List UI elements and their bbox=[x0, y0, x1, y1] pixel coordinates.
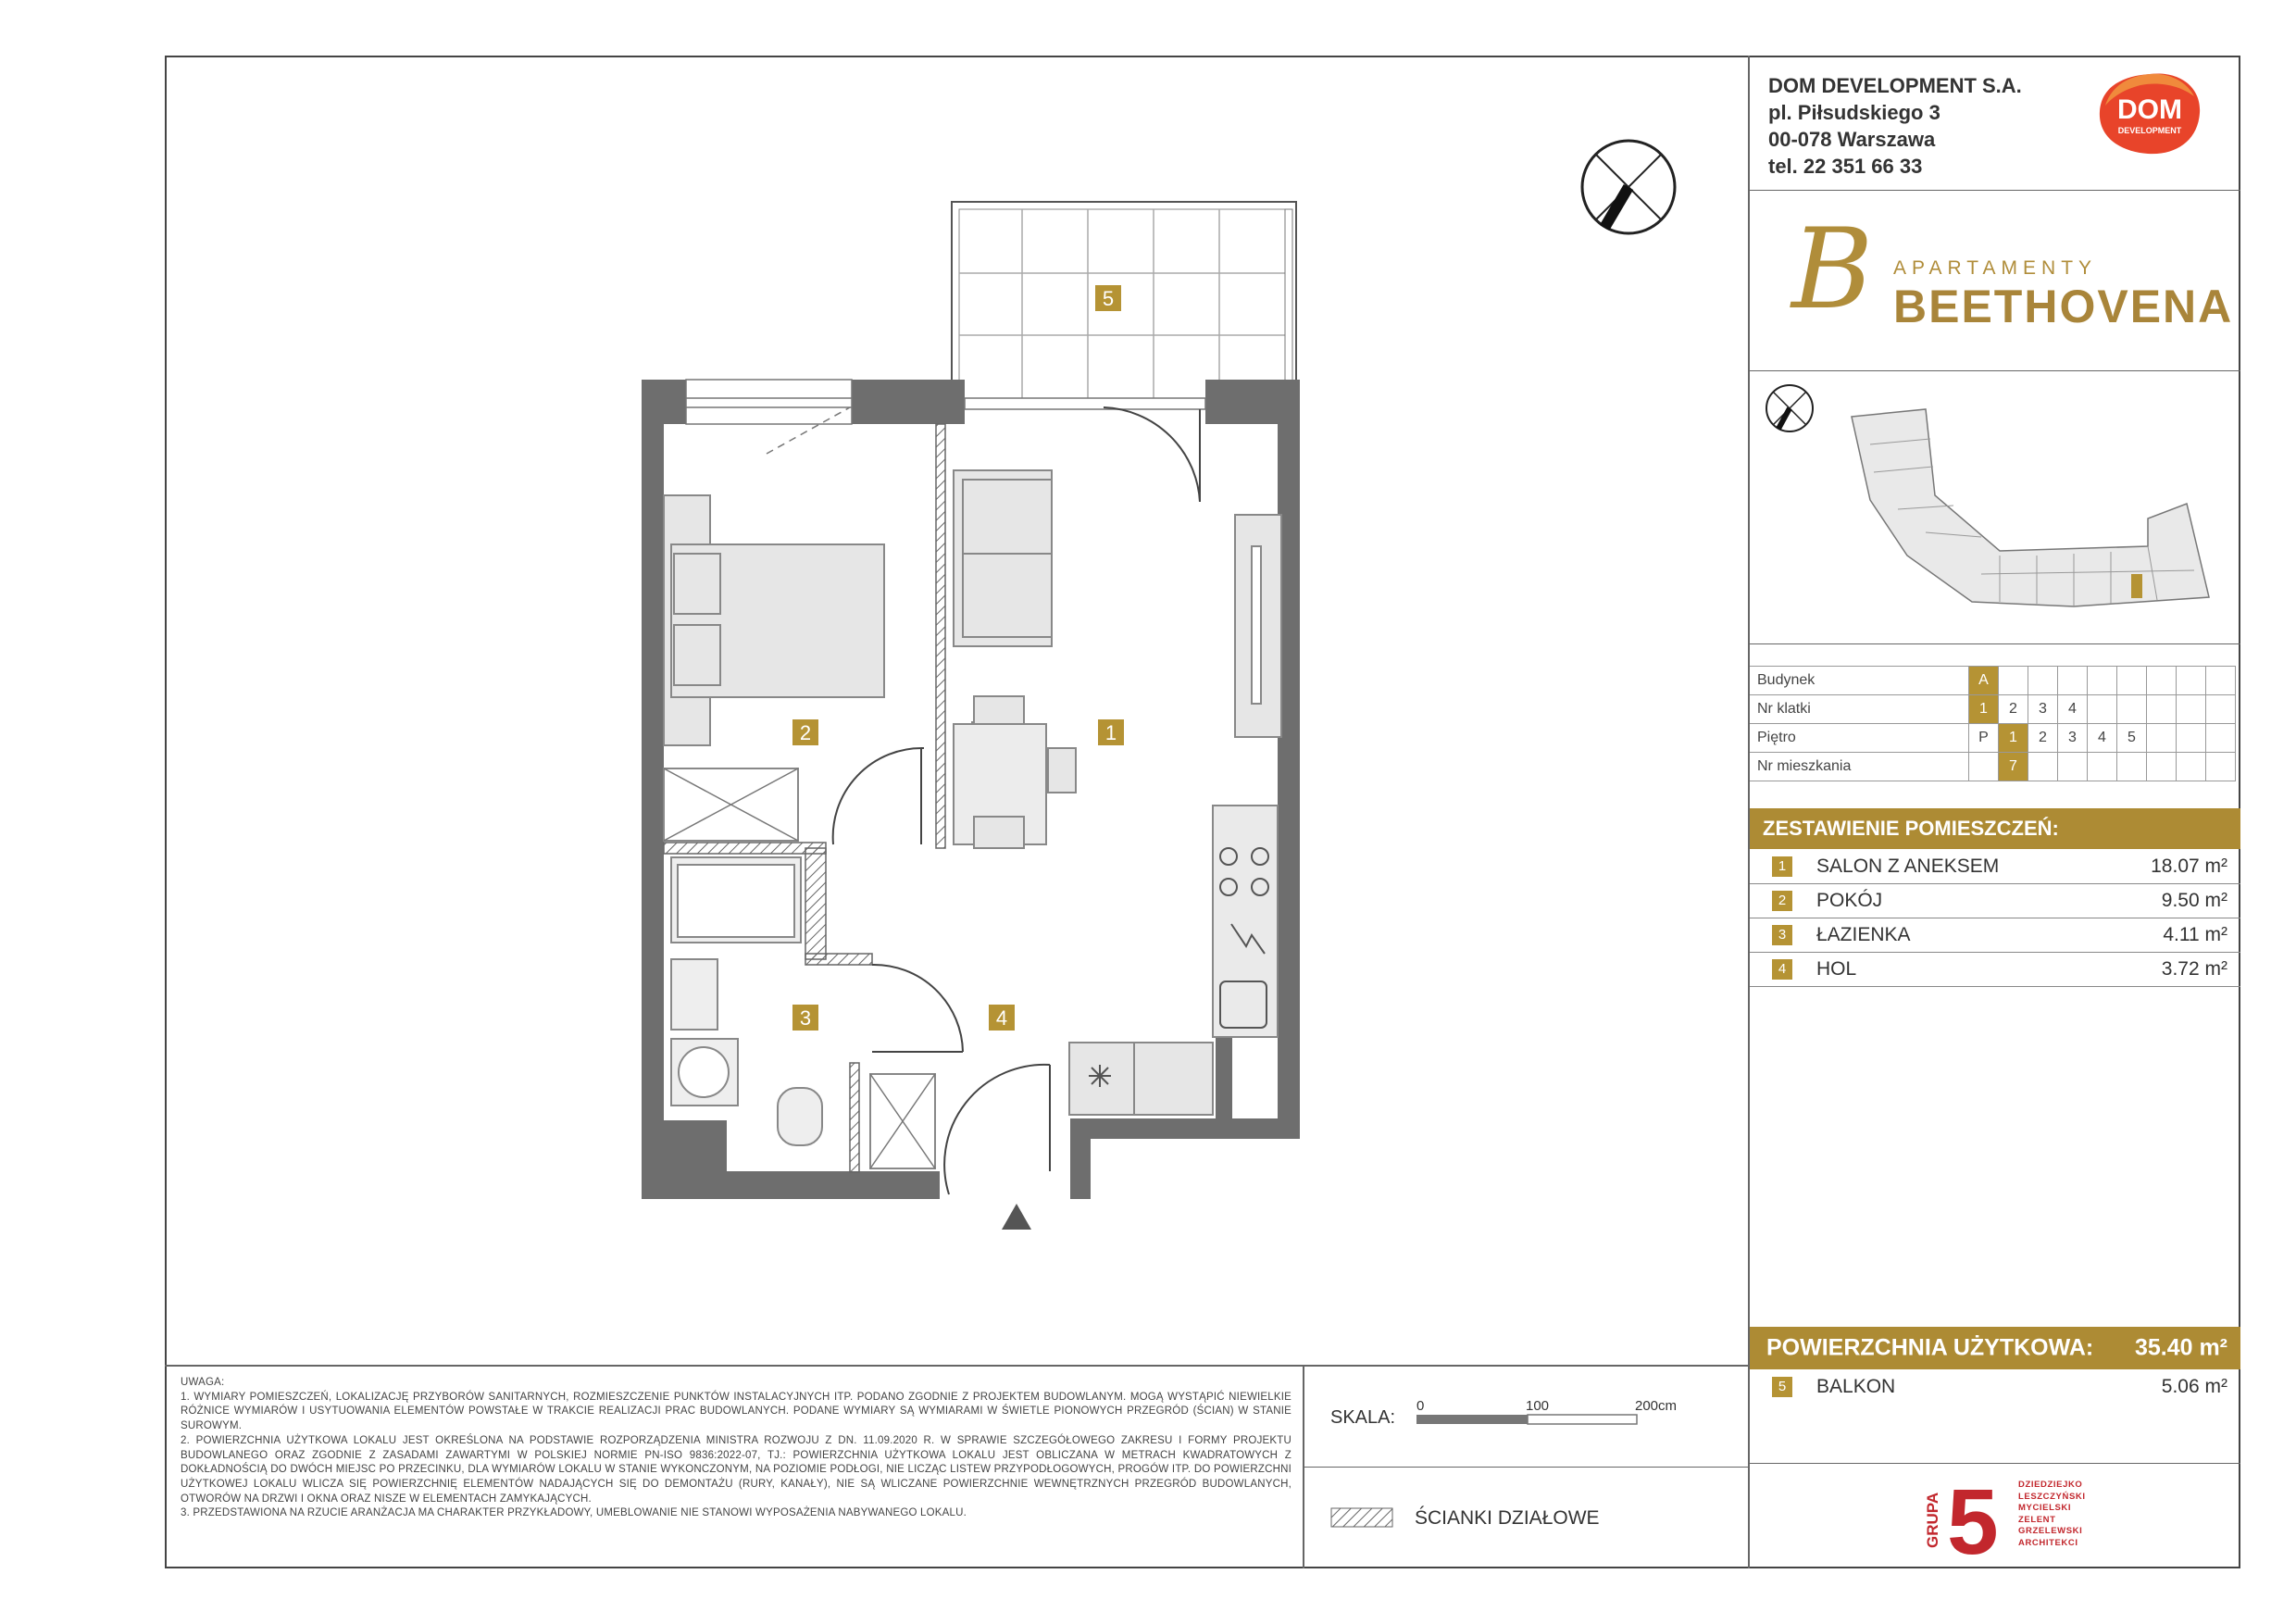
apartment-cell bbox=[2147, 753, 2177, 781]
room-number: 2 bbox=[1772, 891, 1792, 911]
floor-cell: 2 bbox=[2028, 724, 2058, 753]
dom-logo-sub: DEVELOPMENT bbox=[2117, 126, 2182, 135]
room-name: BALKON bbox=[1816, 1376, 1896, 1397]
building-cell bbox=[2177, 667, 2206, 695]
building-cell: A bbox=[1969, 667, 1999, 695]
compass-icon bbox=[1578, 137, 1678, 237]
room-tag bbox=[792, 719, 818, 745]
staircase-cell bbox=[2177, 695, 2206, 724]
notes-title: UWAGA: bbox=[181, 1377, 225, 1388]
apartment-cell bbox=[2028, 753, 2058, 781]
room-name: SALON Z ANEKSEM bbox=[1816, 856, 2000, 877]
staircase-label: Nr klatki bbox=[1750, 695, 1969, 724]
company-address-1: pl. Piłsudskiego 3 bbox=[1768, 101, 1940, 124]
room-row bbox=[1750, 884, 2240, 918]
scale-tick: 200cm bbox=[1635, 1398, 1678, 1414]
panel-line-4 bbox=[1750, 1463, 2240, 1464]
entrance-arrow-icon bbox=[1002, 1204, 1031, 1230]
notes-block bbox=[181, 1376, 1292, 1521]
floor-cell bbox=[2177, 724, 2206, 753]
room-area: 4.11 m² bbox=[2163, 924, 2227, 945]
dom-development-logo bbox=[2094, 69, 2205, 159]
building-label: Budynek bbox=[1750, 667, 1969, 695]
architect-line: DZIEDZIEJKO bbox=[2018, 1480, 2083, 1490]
floor-cell: P bbox=[1969, 724, 1999, 753]
usable-area-value: 35.40 m² bbox=[2134, 1334, 2227, 1361]
room-name: HOL bbox=[1816, 958, 1857, 980]
room-area: 5.06 m² bbox=[2161, 1376, 2227, 1397]
apartment-cell bbox=[2088, 753, 2117, 781]
balcony bbox=[952, 202, 1296, 400]
apartment-row bbox=[1750, 753, 2236, 781]
notes-divider bbox=[165, 1365, 1750, 1367]
room-tag bbox=[1095, 285, 1121, 311]
apartment-marker bbox=[2131, 574, 2142, 598]
building-key-plan bbox=[1842, 407, 2213, 620]
usable-area-band bbox=[1750, 1327, 2240, 1369]
apartment-cell: 7 bbox=[1999, 753, 2028, 781]
room-row bbox=[1750, 953, 2240, 987]
floor-cell: 3 bbox=[2058, 724, 2088, 753]
apartment-cell bbox=[1969, 753, 1999, 781]
mini-compass-icon bbox=[1764, 382, 1816, 434]
apartment-cell bbox=[2206, 753, 2236, 781]
architect-line: GRZELEWSKI bbox=[2018, 1526, 2083, 1536]
staircase-cell: 1 bbox=[1969, 695, 1999, 724]
room-tag bbox=[792, 1005, 818, 1031]
floor-cell: 5 bbox=[2117, 724, 2147, 753]
rooms-header-label: ZESTAWIENIE POMIESZCZEŃ: bbox=[1763, 817, 2059, 840]
staircase-cell: 3 bbox=[2028, 695, 2058, 724]
usable-area-label: POWIERZCHNIA UŻYTKOWA: bbox=[1766, 1334, 2094, 1361]
floor-cell bbox=[2206, 724, 2236, 753]
building-cell bbox=[2147, 667, 2177, 695]
room-number: 5 bbox=[1772, 1377, 1792, 1397]
legend-label: ŚCIANKI DZIAŁOWE bbox=[1415, 1507, 1600, 1529]
room-name: POKÓJ bbox=[1816, 890, 1883, 911]
building-cell bbox=[2028, 667, 2058, 695]
apartment-label: Nr mieszkania bbox=[1750, 753, 1969, 781]
apartment-cell bbox=[2177, 753, 2206, 781]
location-table bbox=[1750, 666, 2236, 781]
grupa-label: GRUPA bbox=[1924, 1492, 1941, 1548]
staircase-cell bbox=[2206, 695, 2236, 724]
building-cell bbox=[2206, 667, 2236, 695]
floor-cell: 1 bbox=[1999, 724, 2028, 753]
brand-title: BEETHOVENA bbox=[1893, 281, 2234, 332]
company-info bbox=[1768, 72, 2022, 180]
room-row bbox=[1750, 918, 2240, 953]
architect-line: ARCHITEKCI bbox=[2018, 1537, 2078, 1548]
staircase-cell: 4 bbox=[2058, 695, 2088, 724]
svg-text:3: 3 bbox=[799, 1006, 812, 1030]
floor-cell bbox=[2147, 724, 2177, 753]
balcony-row bbox=[1750, 1370, 2240, 1404]
apartment-cell bbox=[2058, 753, 2088, 781]
building-row bbox=[1750, 667, 2236, 695]
architect-line: MYCIELSKI bbox=[2018, 1503, 2072, 1513]
room-number: 3 bbox=[1772, 925, 1792, 945]
floor-plan bbox=[630, 185, 1315, 1250]
room-name: ŁAZIENKA bbox=[1816, 924, 1911, 945]
partition-legend-icon bbox=[1330, 1507, 1395, 1530]
grupa5-logo bbox=[1921, 1474, 2014, 1559]
architect-line: ZELENT bbox=[2018, 1514, 2056, 1525]
scale-legend-divider bbox=[1303, 1467, 1750, 1468]
panel-line-2 bbox=[1750, 370, 2240, 371]
room-area: 3.72 m² bbox=[2161, 958, 2227, 980]
staircase-cell: 2 bbox=[1999, 695, 2028, 724]
scale-bar bbox=[1416, 1413, 1639, 1426]
floor-row bbox=[1750, 724, 2236, 753]
note-item: 1. WYMIARY POMIESZCZEŃ, LOKALIZACJĘ PRZYBORÓW SANITARNYCH, ROZMIESZCZENIE PUNKTÓW INSTALACYJNYCH ITP. PODANO ZGODNIE Z PROJEKTEM BUDOWLANYM. MOGĄ WYSTĄPIĆ NIEWIELKIE RÓŻNICE WYMIARÓW I USYTUOWANIA ELEMENTÓW POWSTAŁE W TRAKCIE REALIZACJI PRAC BUDOWLANYCH. PODANE WYMIARY SĄ WYMIARAMI W ŚWIETLE PIONOWYCH PRZEGRÓD (ŚCIAN) W STANIE SUROWYM. bbox=[181, 1391, 1292, 1432]
svg-text:5: 5 bbox=[1102, 287, 1115, 310]
staircase-cell bbox=[2117, 695, 2147, 724]
building-cell bbox=[2058, 667, 2088, 695]
brand-initial: B bbox=[1791, 206, 1874, 334]
building-cell bbox=[2117, 667, 2147, 695]
rooms-header bbox=[1750, 808, 2240, 849]
room-number: 4 bbox=[1772, 959, 1792, 980]
scale-label: SKALA: bbox=[1330, 1407, 1396, 1428]
scale-tick: 100 bbox=[1526, 1398, 1550, 1414]
architect-names bbox=[2018, 1480, 2086, 1549]
room-area: 18.07 m² bbox=[2151, 856, 2227, 877]
room-number: 1 bbox=[1772, 856, 1792, 877]
room-row bbox=[1750, 850, 2240, 884]
staircase-cell bbox=[2147, 695, 2177, 724]
room-tag bbox=[1098, 719, 1124, 745]
svg-text:4: 4 bbox=[995, 1006, 1008, 1030]
company-phone: tel. 22 351 66 33 bbox=[1768, 155, 1923, 178]
floor-label: Piętro bbox=[1750, 724, 1969, 753]
grupa-number: 5 bbox=[1947, 1474, 1999, 1559]
building-cell bbox=[1999, 667, 2028, 695]
room-tag bbox=[989, 1005, 1015, 1031]
dom-logo-text: DOM bbox=[2117, 94, 2182, 125]
panel-line-3 bbox=[1750, 643, 2240, 644]
company-address-2: 00-078 Warszawa bbox=[1768, 128, 1936, 151]
staircase-cell bbox=[2088, 695, 2117, 724]
panel-line-1 bbox=[1750, 190, 2240, 191]
brand-subtitle: APARTAMENTY bbox=[1893, 257, 2098, 279]
svg-text:1: 1 bbox=[1104, 721, 1117, 744]
room-area: 9.50 m² bbox=[2161, 890, 2227, 911]
company-name: DOM DEVELOPMENT S.A. bbox=[1768, 74, 2022, 97]
note-item: 2. POWIERZCHNIA UŻYTKOWA LOKALU JEST OKREŚLONA NA PODSTAWIE ROZPORZĄDZENIA MINISTRA ROZWOJU Z DN. 11.09.2020 R. W SPRAWIE SZCZEGÓŁOWEGO ZAKRESU I FORMY PROJEKTU BUDOWLANEGO ORAZ ZGODNIE Z ZASADAMI ZAWARTYMI W POLSKIEJ NORMIE PN-ISO 9836:2022-07, TJ.: POWIERZCHNIA UŻYTKOWA LOKALU JEST OBLICZANA W METRACH KWADRATOWYCH Z DOKŁADNOŚCIĄ DO DWÓCH MIEJSC PO PRZECINKU, DLA WYMIARÓW LOKALU W STANIE WYKONCZONYM, NA POZIOMIE PODŁOGI, NIE LICZĄC LISTEW PRZYPODŁOGOWYCH, PROGÓW ITP. DO POWIERZCHNI UŻYTKOWEJ LOKALU WLICZA SIĘ POWIERZCHNIĘ ELEMENTÓW NADAJĄCYCH SIĘ DO DEMONTAŻU (RURY, KANAŁY), NIE SĄ WLICZANE POWIERZCHNIE WEWNĘTRZNYCH PRZEGRÓD BUDOWLANYCH, OTWORÓW NA DRZWI I OKNA ORAZ NISZE W ELEMENTACH ZAMYKAJĄCYCH. bbox=[181, 1434, 1292, 1505]
svg-text:2: 2 bbox=[799, 721, 812, 744]
building-cell bbox=[2088, 667, 2117, 695]
scale-tick: 0 bbox=[1416, 1398, 1425, 1414]
floor-cell: 4 bbox=[2088, 724, 2117, 753]
staircase-row bbox=[1750, 695, 2236, 724]
architect-line: LESZCZYŃSKI bbox=[2018, 1491, 2086, 1502]
note-item: 3. PRZEDSTAWIONA NA RZUCIE ARANŻACJA MA CHARAKTER PRZYKŁADOWY, UMEBLOWANIE NIE STANOWI WYPOSAŻENIA NABYWANEGO LOKALU. bbox=[181, 1507, 967, 1519]
apartment-cell bbox=[2117, 753, 2147, 781]
